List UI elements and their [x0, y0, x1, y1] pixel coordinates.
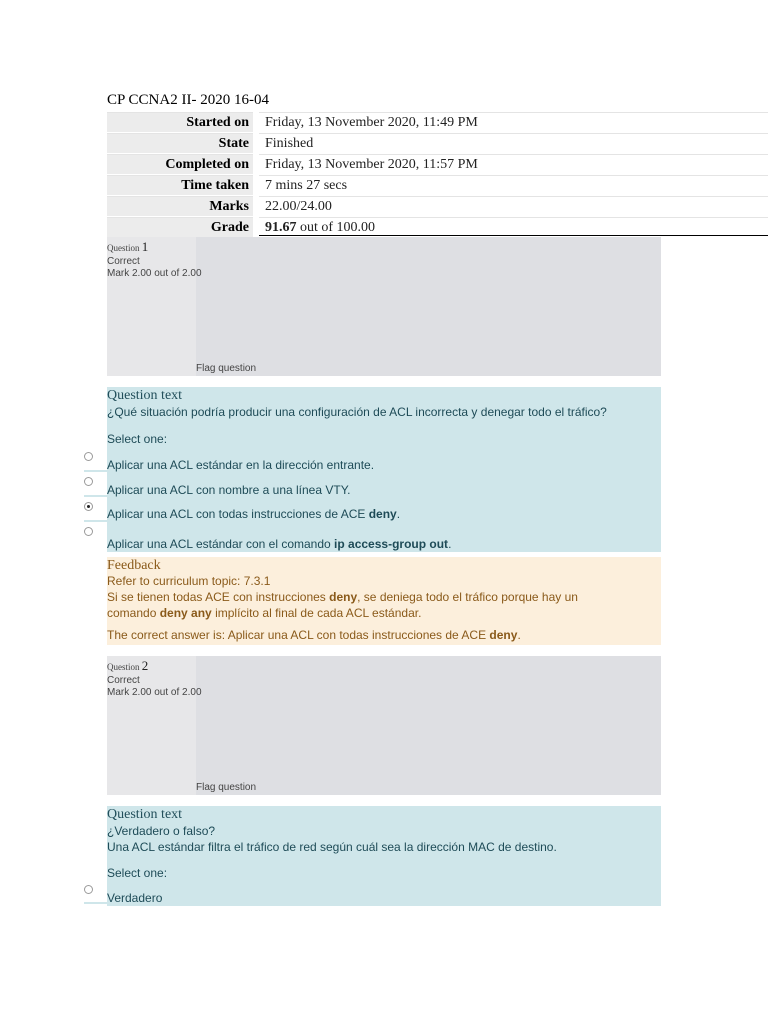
summary-row-grade [107, 217, 768, 238]
feedback-bold: deny [329, 590, 358, 604]
feedback-header: Feedback [107, 558, 161, 573]
question-text-header: Question text [107, 388, 183, 403]
question-text: ¿Verdadero o falso? [107, 824, 216, 838]
question-1-feedback [107, 557, 661, 645]
select-one-label: Select one: [107, 432, 168, 446]
select-one-label: Select one: [107, 866, 168, 880]
summary-label: Marks [107, 196, 253, 216]
option-text-bold: ip access-group out [334, 537, 449, 551]
question-number [107, 658, 148, 674]
feedback-line [107, 606, 421, 620]
summary-label: Started on [107, 112, 253, 132]
option-text-tail: . [448, 537, 452, 551]
summary-label: Grade [107, 217, 253, 237]
feedback-text: comando [107, 606, 160, 620]
question-text: Una ACL estándar filtra el tráfico de red según cuál sea la dirección MAC de destino. [107, 840, 557, 854]
summary-row-time-taken [107, 175, 768, 196]
summary-value: 22.00/24.00 [259, 196, 768, 216]
option-separator [84, 902, 107, 904]
question-mark: Mark 2.00 out of 2.00 [107, 687, 202, 698]
feedback-bold: deny any [159, 606, 212, 620]
flag-question-link[interactable]: Flag question [196, 363, 257, 374]
answer-radio[interactable] [84, 477, 93, 486]
summary-row-started [107, 112, 768, 133]
question-state: Correct [107, 256, 140, 267]
option-separator [84, 520, 107, 522]
question-2-info [107, 656, 661, 795]
summary-row-completed [107, 154, 768, 175]
question-state: Correct [107, 675, 140, 686]
answer-option-text[interactable]: Verdadero [107, 891, 163, 905]
summary-row-marks [107, 196, 768, 217]
feedback-text: implícito al final de cada ACL estándar. [211, 606, 422, 620]
feedback-topic: Refer to curriculum topic: 7.3.1 [107, 574, 271, 588]
summary-label: Time taken [107, 175, 253, 195]
summary-value: Friday, 13 November 2020, 11:57 PM [259, 154, 768, 174]
quiz-title: CP CCNA2 II- 2020 16-04 [107, 92, 269, 108]
option-text-bold: deny [368, 507, 397, 521]
answer-option-text[interactable] [107, 507, 400, 521]
question-text: ¿Qué situación podría producir una configuración de ACL incorrecta y denegar todo el tráfico? [107, 405, 607, 419]
question-1-info [107, 237, 661, 376]
grade-score: 91.67 [265, 220, 297, 235]
answer-option-text[interactable]: Aplicar una ACL estándar en la dirección entrante. [107, 458, 375, 472]
correct-answer-line [107, 628, 521, 642]
summary-label: State [107, 133, 253, 153]
feedback-text: The correct answer is: Aplicar una ACL con todas instrucciones de ACE [107, 628, 490, 642]
feedback-text: Si se tienen todas ACE con instrucciones [107, 590, 330, 604]
question-prefix: Question [107, 662, 142, 672]
question-2-text-box [107, 806, 661, 906]
summary-value: Finished [259, 133, 768, 153]
question-number-value: 1 [141, 239, 149, 254]
question-number [107, 239, 148, 255]
summary-value [259, 217, 768, 236]
question-number-value: 2 [141, 658, 149, 673]
answer-radio[interactable] [84, 885, 93, 894]
question-text-header: Question text [107, 807, 183, 822]
feedback-line [107, 590, 578, 604]
option-separator [84, 470, 107, 472]
summary-value: Friday, 13 November 2020, 11:49 PM [259, 112, 768, 132]
answer-radio-selected[interactable] [84, 502, 93, 511]
option-text-main: Aplicar una ACL con todas instrucciones de ACE [107, 507, 369, 521]
flag-question-link[interactable]: Flag question [196, 782, 257, 793]
grade-out-of: out of 100.00 [296, 220, 376, 235]
answer-option-text[interactable]: Aplicar una ACL con nombre a una línea VTY. [107, 483, 351, 497]
question-1-text-box [107, 387, 661, 552]
answer-option-text[interactable] [107, 537, 451, 551]
summary-value: 7 mins 27 secs [259, 175, 768, 195]
option-separator [84, 495, 107, 497]
answer-radio[interactable] [84, 452, 93, 461]
summary-row-state [107, 133, 768, 154]
option-text-main: Aplicar una ACL estándar con el comando [107, 537, 335, 551]
option-text-tail: . [396, 507, 401, 521]
question-mark: Mark 2.00 out of 2.00 [107, 268, 202, 279]
summary-label: Completed on [107, 154, 253, 174]
feedback-text: . [517, 628, 521, 642]
question-prefix: Question [107, 243, 142, 253]
feedback-text: , se deniega todo el tráfico porque hay un [357, 590, 578, 604]
feedback-bold: deny [489, 628, 518, 642]
answer-radio[interactable] [84, 527, 93, 536]
